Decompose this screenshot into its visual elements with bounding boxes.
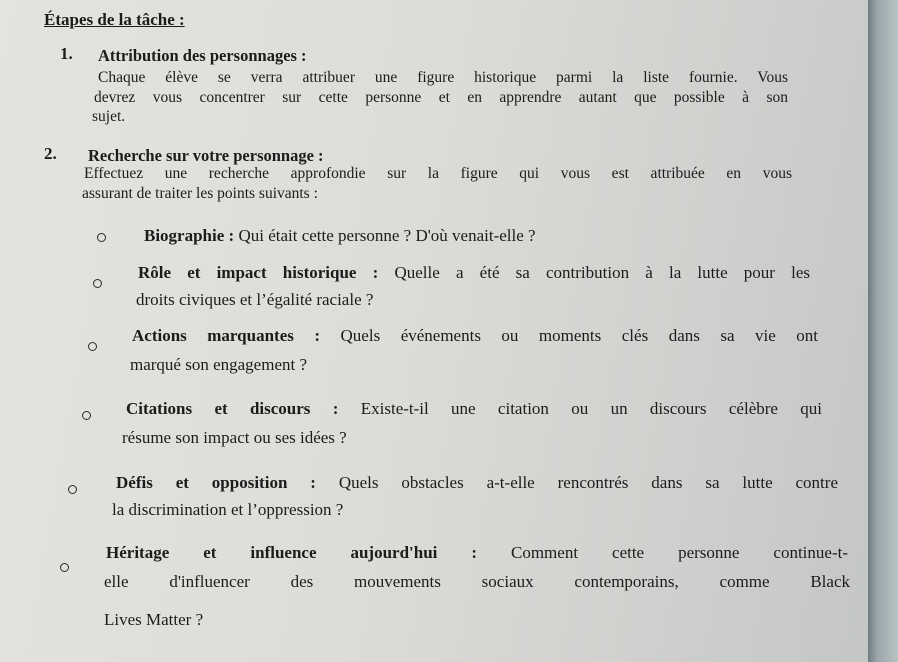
section-2-line-1: Effectuez une recherche approfondie sur la figure qui vous est attribuée en vous — [84, 165, 792, 182]
bullet-marker-2 — [93, 279, 102, 288]
bullet-2-text: Quelle a été sa contribution à la lutte pour les — [394, 263, 810, 282]
bullet-marker-6 — [60, 563, 69, 572]
bullet-3-line-2: marqué son engagement ? — [130, 355, 308, 374]
bullet-6-line-1 — [106, 537, 848, 568]
bullet-4-text: Existe-t-il une citation ou un discours célèbre qui — [360, 399, 822, 418]
bullet-marker-4 — [82, 411, 91, 420]
bullet-marker-1 — [97, 233, 106, 242]
bullet-6-label: Héritage et influence aujourd'hui : — [106, 543, 478, 562]
bullet-5-label: Défis et opposition : — [116, 473, 316, 492]
section-1-line-2: devrez vous concentrer sur cette personne et en apprendre autant que possible à son — [94, 89, 788, 106]
section-1-heading: Attribution des personnages : — [98, 46, 307, 65]
page-title: Étapes de la tâche : — [44, 10, 185, 29]
section-1-number: 1. — [60, 44, 73, 63]
section-2-heading: Recherche sur votre personnage : — [88, 146, 324, 165]
bullet-5-text: Quels obstacles a-t-elle rencontrés dans sa lutte contre — [338, 473, 838, 492]
bullet-1-label: Biographie : — [144, 226, 235, 245]
section-1-line-3: sujet. — [92, 108, 126, 125]
bullet-6-line-2: elle d'influencer des mouvements sociaux contemporains, comme Black — [104, 572, 850, 591]
bullet-3-label: Actions marquantes : — [132, 326, 321, 345]
bullet-3-line-1 — [132, 320, 818, 351]
bullet-1-line-1 — [144, 220, 536, 251]
bullet-6-text: Comment cette personne continue-t- — [511, 543, 848, 562]
section-2-line-2: assurant de traiter les points suivants : — [82, 185, 318, 202]
bullet-4-line-2: résume son impact ou ses idées ? — [122, 428, 347, 447]
bullet-4-line-1 — [126, 393, 822, 424]
bullet-marker-5 — [68, 485, 77, 494]
bullet-2-label: Rôle et impact historique : — [138, 263, 379, 282]
section-1-line-1: Chaque élève se verra attribuer une figure historique parmi la liste fournie. Vous — [98, 69, 788, 86]
bullet-3-text: Quels événements ou moments clés dans sa vie ont — [340, 326, 818, 345]
bullet-1-text: Qui était cette personne ? D'où venait-elle ? — [238, 226, 536, 245]
section-2-number: 2. — [44, 144, 57, 163]
bullet-4-label: Citations et discours : — [126, 399, 339, 418]
bullet-2-line-2: droits civiques et l’égalité raciale ? — [136, 290, 374, 309]
background-edge — [868, 0, 898, 662]
bullet-5-line-2: la discrimination et l’oppression ? — [112, 500, 344, 519]
bullet-marker-3 — [88, 342, 97, 351]
bullet-6-line-3: Lives Matter ? — [104, 610, 204, 629]
